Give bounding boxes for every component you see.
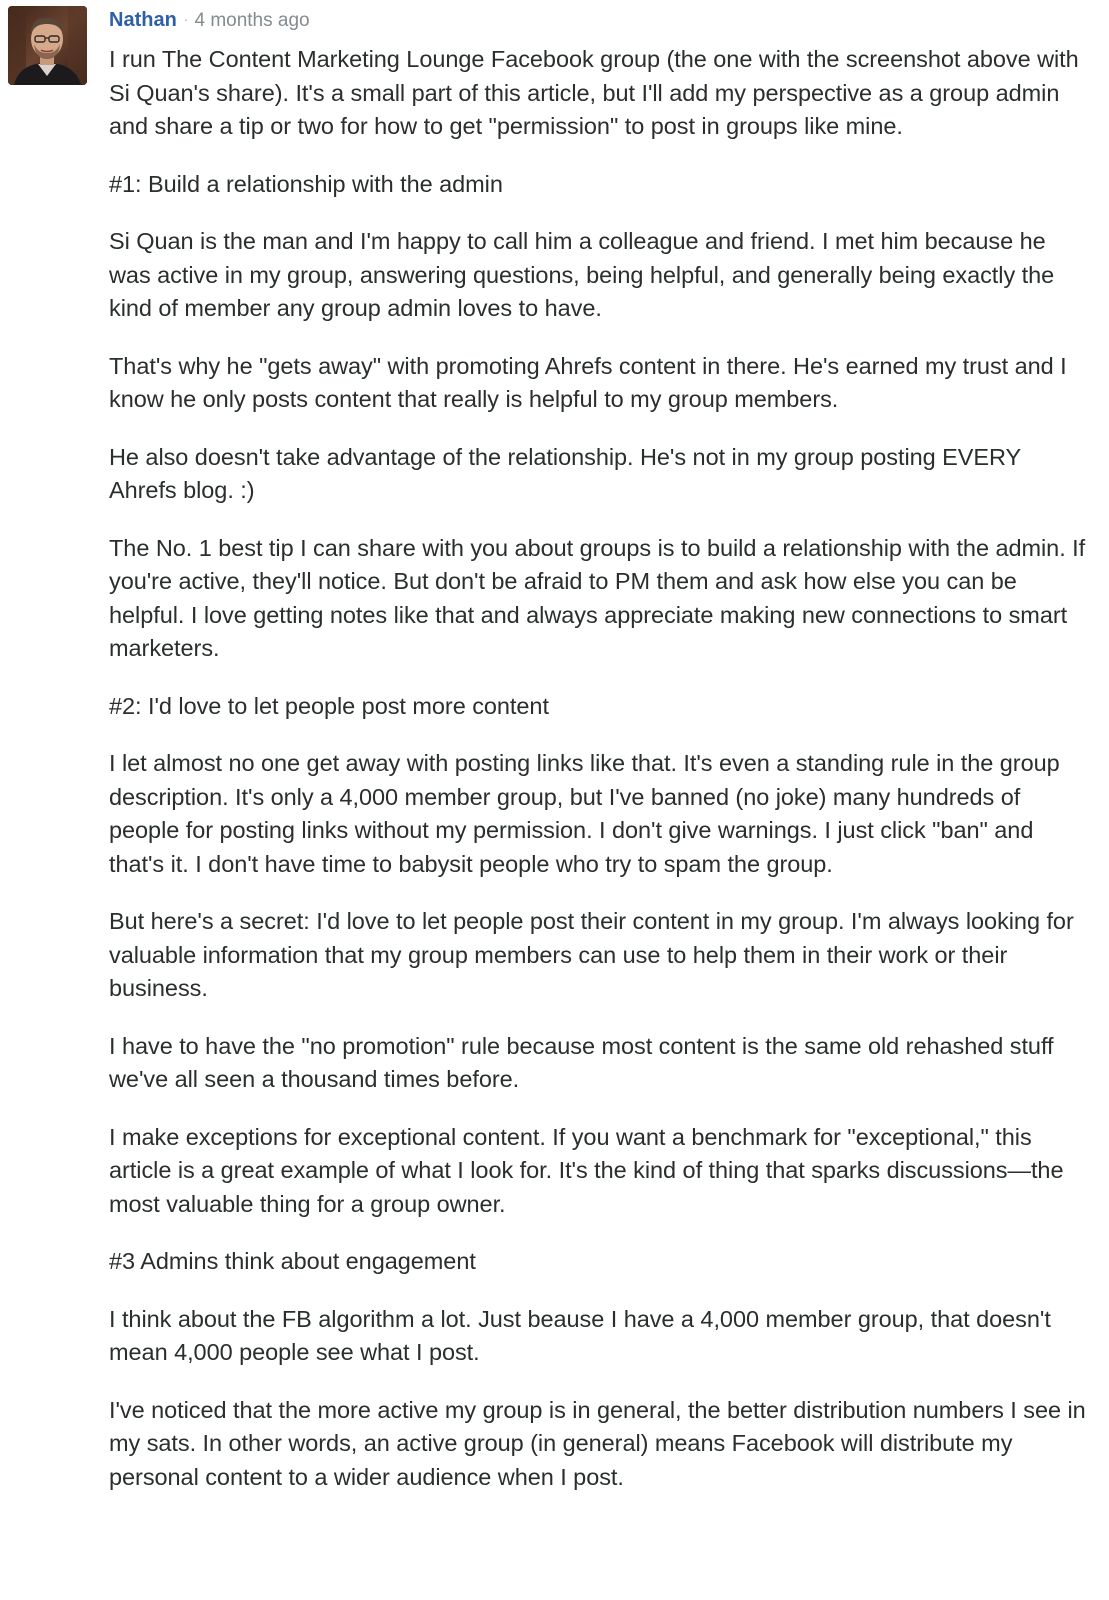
- avatar-image: [8, 6, 87, 85]
- comment-content: [109, 6, 1089, 1518]
- comment-body: [109, 43, 1089, 1494]
- avatar[interactable]: [8, 6, 87, 85]
- paragraph: I make exceptions for exceptional content. If you want a benchmark for "exceptional," this article is a great example of what I look for. It's the kind of thing that sparks discussions—the most valuable thing for a group owner.: [109, 1123, 1064, 1217]
- paragraph: The No. 1 best tip I can share with you about groups is to build a relationship with the admin. If you're active, they'll notice. But don't be afraid to PM them and ask how else you can be helpful. I love getting notes like that and always appreciate making new connections to smart marketers.: [109, 534, 1086, 661]
- paragraph: But here's a secret: I'd love to let people post their content in my group. I'm always looking for valuable information that my group members can use to help them in their work or their business.: [109, 908, 1074, 1001]
- paragraph-heading: #2: I'd love to let people post more content: [109, 692, 549, 719]
- paragraph: I think about the FB algorithm a lot. Just beause I have a 4,000 member group, that doesn't mean 4,000 people see what I post.: [109, 1305, 1051, 1365]
- paragraph-heading: #1: Build a relationship with the admin: [109, 170, 503, 197]
- paragraph: I run The Content Marketing Lounge Facebook group (the one with the screenshot above with Si Quan's share). It's a small part of this article, but I'll add my perspective as a group admin and share a tip or two for how to get "permission" to post in groups like mine.: [109, 46, 1079, 139]
- paragraph-heading: #3 Admins think about engagement: [109, 1248, 476, 1274]
- paragraph: I let almost no one get away with posting links like that. It's even a standing rule in the group description. It's only a 4,000 member group, but I've banned (no joke) many hundreds of people for posting links without my permission. I don't give warnings. I just click "ban" and that's it. I don't have time to babysit people who try to spam the group.: [109, 750, 1060, 877]
- paragraph: I've noticed that the more active my group is in general, the better distribution numbers I see in my sats. In other words, an active group (in general) means Facebook will distribute my personal content to a wider audience when I post.: [109, 1396, 1086, 1490]
- paragraph: I have to have the "no promotion" rule because most content is the same old rehashed stuff we've all seen a thousand times before.: [109, 1032, 1054, 1092]
- comment-header: [109, 6, 1089, 34]
- timestamp-link[interactable]: 4 months ago: [194, 10, 310, 31]
- author-link[interactable]: Nathan: [109, 9, 177, 31]
- paragraph: That's why he "gets away" with promoting Ahrefs content in there. He's earned my trust and I know he only posts content that really is helpful to my group members.: [109, 352, 1067, 412]
- paragraph: He also doesn't take advantage of the relationship. He's not in my group posting EVERY Ahrefs blog. :): [109, 443, 1021, 503]
- paragraph: Si Quan is the man and I'm happy to call him a colleague and friend. I met him because he was active in my group, answering questions, being helpful, and generally being exactly the kind of member any group admin loves to have.: [109, 228, 1055, 321]
- meta-separator: ·: [183, 11, 189, 27]
